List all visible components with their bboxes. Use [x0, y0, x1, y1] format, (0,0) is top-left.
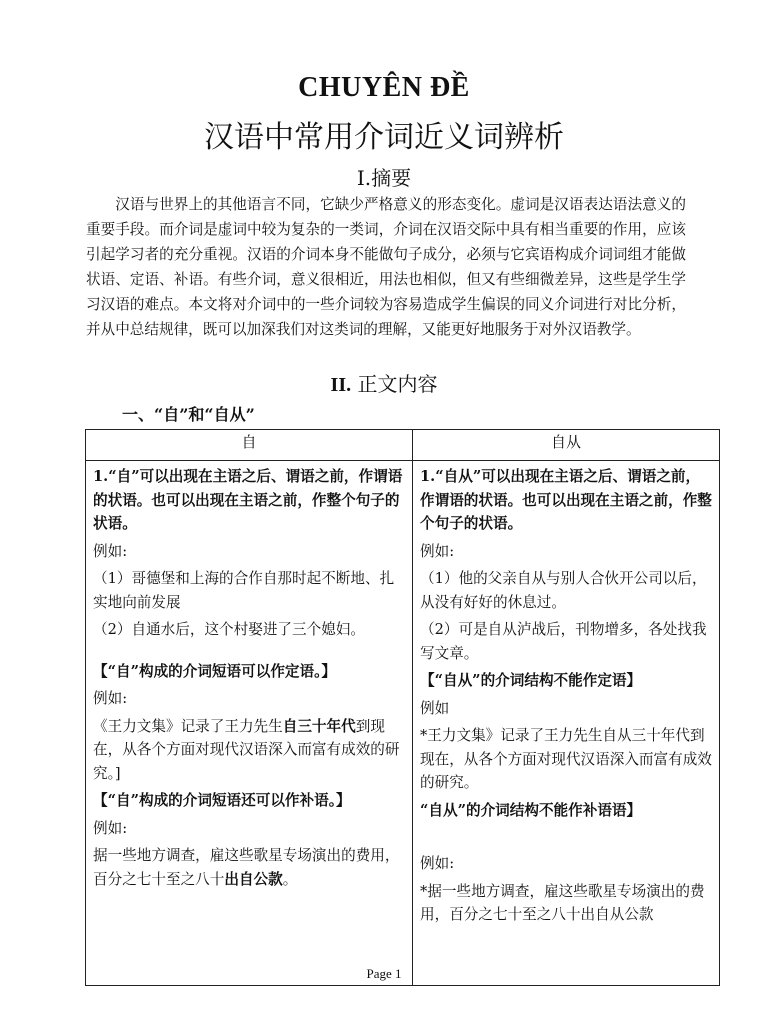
page-number: Page 1 — [366, 966, 402, 981]
cell-zi — [86, 461, 413, 986]
example-sentence: （1）哥德堡和上海的合作自那时起不断地、扎实地向前发展 — [93, 570, 395, 611]
example-label: 例如: — [420, 542, 455, 560]
example-sentence: *据一些地方调查，雇这些歌星专场演出的费用，百分之七十至之八十出自从公款 — [420, 882, 705, 923]
rule-text: 【“自”构成的介词短语可以作定语。】 — [93, 662, 336, 680]
example-sentence: （2）可是自从泸战后，刊物增多，各处找我写文章。 — [420, 621, 707, 662]
example-label: 例如: — [93, 819, 128, 837]
example-text: 到现在，从各个方面对现代汉语深入而富有成效的研究。] — [93, 717, 400, 782]
comparison-table — [85, 429, 720, 986]
subsection-heading: 一、“自”和“自从” — [122, 405, 255, 424]
example-text: 据一些地方调查，雇这些歌星专场演出的费用，百分之七十至之八十 — [93, 847, 400, 888]
section-number: I. — [356, 166, 372, 190]
example-sentence: （1）他的父亲自从与别人合伙开公司以后，从没有好好的休息过。 — [420, 570, 707, 611]
cell-zicong — [413, 461, 720, 986]
example-sentence — [93, 715, 405, 786]
example-sentence: （2）自通水后，这个村娶进了三个媳妇。 — [93, 621, 365, 638]
rule-text: 1.“自”可以出现在主语之后、谓语之前，作谓语的状语。也可以出现在主语之前，作整个句子的状语。 — [93, 468, 403, 532]
example-text: 。 — [282, 870, 298, 888]
abstract-paragraph: 汉语与世界上的其他语言不同，它缺少严格意义的形态变化。虚词是汉语表达语法意义的重要手段。而介词是虚词中较为复杂的一类词，介词在汉语交际中具有相当重要的作用，应该引起学习者的充分重视。汉语的介词本身不能做句子成分，必须与它宾语构成介词词组才能做状语、定语、补语。有些介词，意义很相近，用法也相似，但又有些细微差异，这些是学生学习汉语的难点。本文将对介词中的一些介词较为容易造成学生偏误的同义介词进行对比分析，并从中总结规律，既可以加深我们对这类词的理解，又能更好地服务于对外汉语教学。 — [86, 196, 686, 338]
rule-text: “自从”的介词结构不能作补语语】 — [420, 801, 642, 819]
example-highlight: 出自公款 — [224, 870, 283, 888]
example-highlight: 自三十年代 — [282, 717, 356, 735]
document-title-zh: 汉语中常用介词近义词辨析 — [204, 120, 564, 155]
section-label: 摘要 — [371, 166, 412, 190]
column-header-zicong: 自从 — [413, 430, 720, 461]
table-row — [86, 461, 720, 986]
example-label: 例如 — [420, 699, 450, 717]
example-sentence — [93, 844, 405, 891]
rule-text: 【“自”构成的介词短语还可以作补语。】 — [93, 792, 351, 809]
section-heading-abstract — [0, 162, 768, 191]
document-title-en: CHUYÊN ĐỀ — [298, 72, 470, 103]
example-sentence: *王力文集》记录了王力先生自从三十年代到现在，从各个方面对现代汉语深入而富有成效的研究。 — [420, 727, 712, 791]
table-header-row — [86, 430, 720, 461]
section-number: II. — [330, 374, 352, 396]
section-label: 正文内容 — [357, 372, 438, 396]
rule-text: 【“自从”的介词结构不能作定语】 — [420, 672, 642, 689]
example-text: 《王力文集》记录了王力先生 — [93, 717, 283, 735]
example-label: 例如: — [93, 690, 128, 707]
example-label: 例如: — [93, 542, 128, 560]
rule-text: 1.“自从”可以出现在主语之后、谓语之前，作谓语的状语。也可以出现在主语之前，作整个句子的状语。 — [420, 468, 712, 532]
column-header-zi: 自 — [86, 430, 413, 461]
section-heading-main — [0, 368, 768, 397]
example-label: 例如: — [420, 855, 455, 872]
